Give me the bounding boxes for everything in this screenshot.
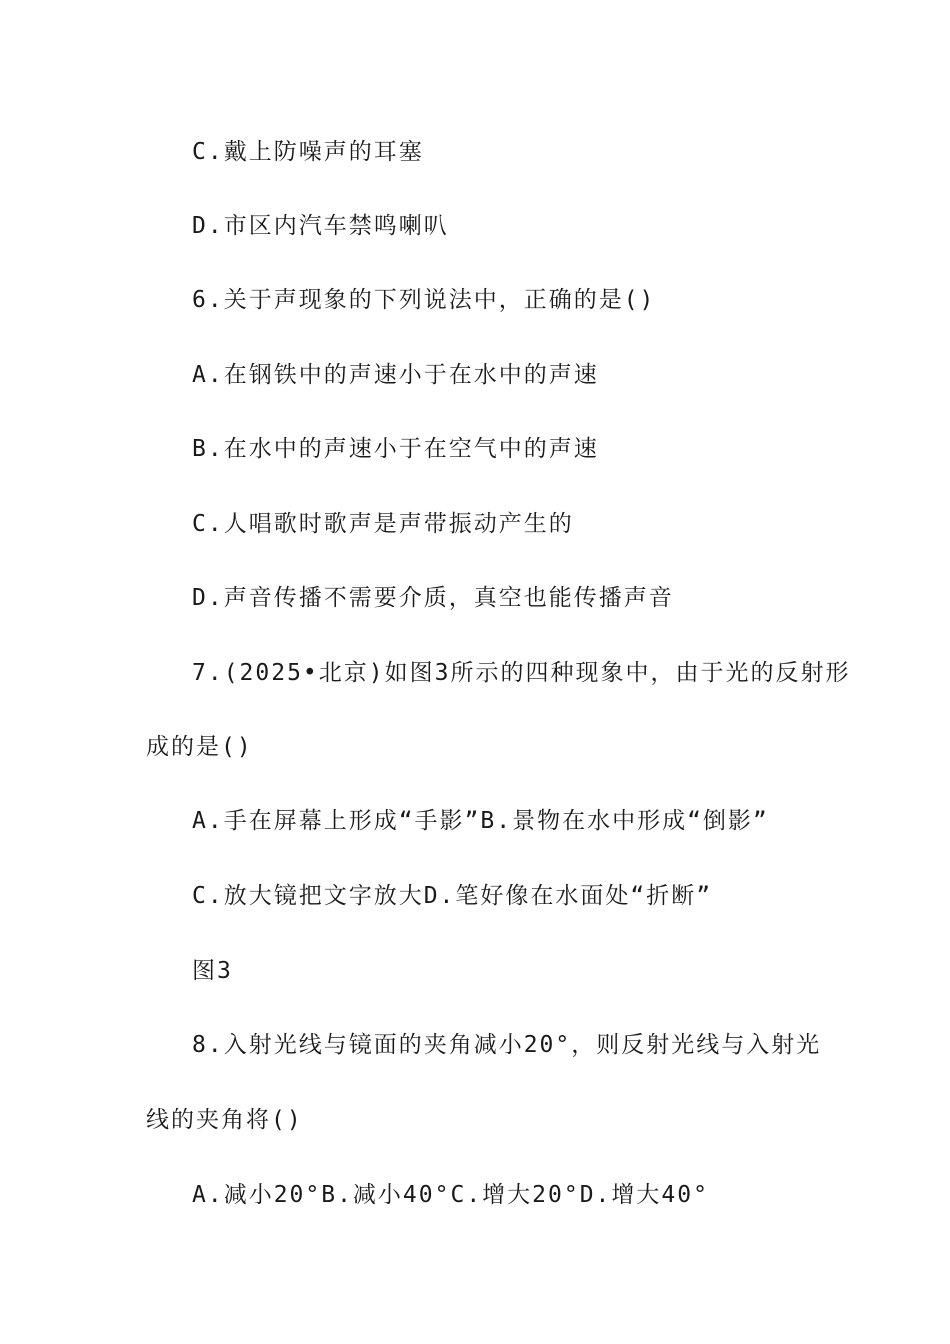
q7-question-line2: 成的是() bbox=[146, 734, 253, 760]
q7-question-line1: 7.(2025•北京)如图3所示的四种现象中，由于光的反射形 bbox=[192, 660, 851, 686]
q6-option-d: D.声音传播不需要介质，真空也能传播声音 bbox=[192, 585, 674, 611]
q5-option-c: C.戴上防噪声的耳塞 bbox=[192, 139, 424, 165]
q5-option-d: D.市区内汽车禁鸣喇叭 bbox=[192, 213, 449, 239]
q8-options: A.减小20°B.减小40°C.增大20°D.增大40° bbox=[192, 1182, 709, 1208]
q7-options-ab: A.手在屏幕上形成“手影”B.景物在水中形成“倒影” bbox=[192, 808, 769, 834]
q8-question-line2: 线的夹角将() bbox=[146, 1107, 303, 1133]
q8-question-line1: 8.入射光线与镜面的夹角减小20°，则反射光线与入射光 bbox=[192, 1032, 822, 1058]
q6-option-a: A.在钢铁中的声速小于在水中的声速 bbox=[192, 362, 599, 388]
q7-options-cd: C.放大镜把文字放大D.笔好像在水面处“折断” bbox=[192, 883, 713, 909]
q6-question: 6.关于声现象的下列说法中，正确的是() bbox=[192, 287, 656, 313]
q6-option-b: B.在水中的声速小于在空气中的声速 bbox=[192, 436, 599, 462]
figure-caption: 图3 bbox=[192, 958, 233, 984]
q6-option-c: C.人唱歌时歌声是声带振动产生的 bbox=[192, 511, 574, 537]
